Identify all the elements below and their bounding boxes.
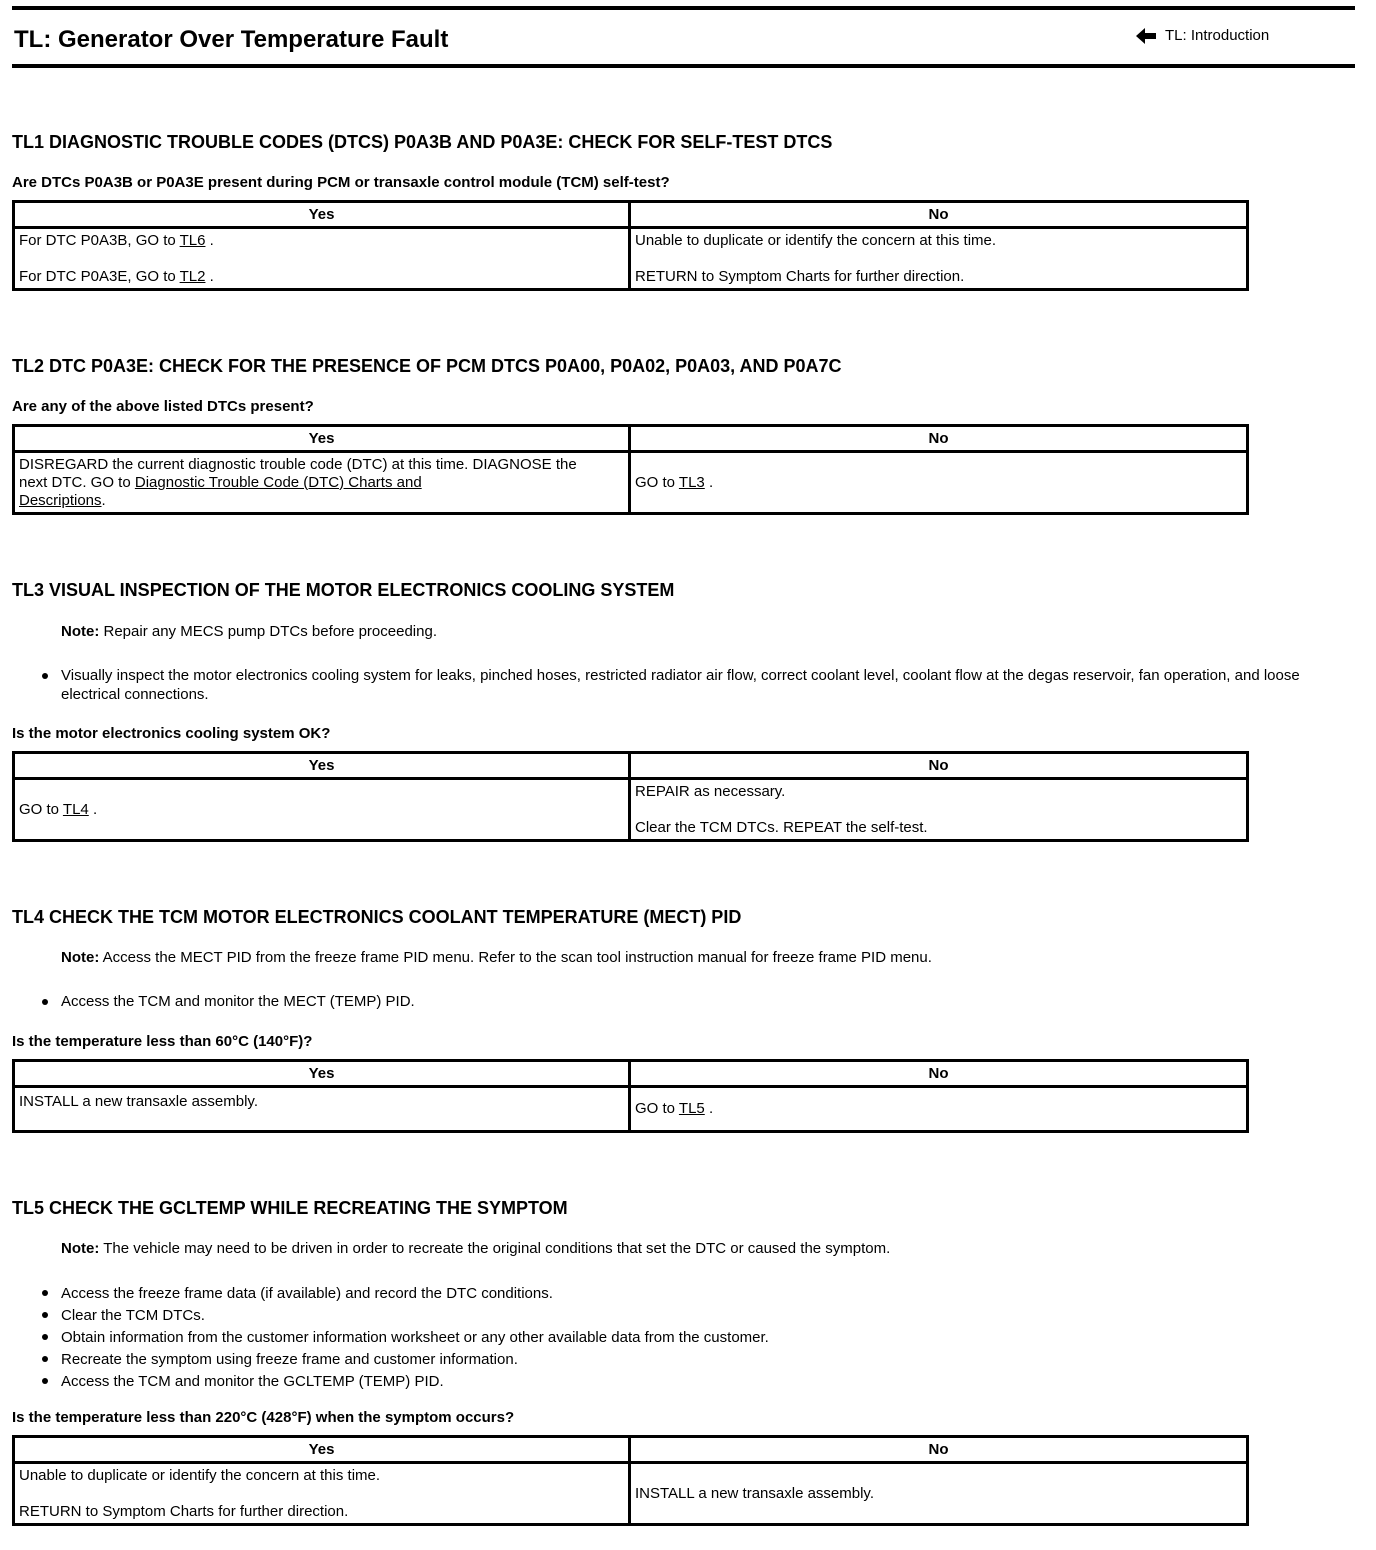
no-header: No <box>630 1061 1248 1087</box>
yes-cell <box>14 779 630 841</box>
yes-header: Yes <box>14 1437 630 1463</box>
yes-text: RETURN to Symptom Charts for further direction. <box>19 1502 349 1520</box>
note-text: Repair any MECS pump DTCs before proceeding. <box>99 623 437 640</box>
no-text: REPAIR as necessary. <box>635 782 786 800</box>
section-tl5 <box>12 1197 1357 1526</box>
yes-cell <box>14 1463 630 1525</box>
list-item: Obtain information from the customer information worksheet or any other available data from the customer. <box>12 1327 1357 1349</box>
back-link-label: TL: Introduction <box>1165 27 1270 44</box>
question: Are DTCs P0A3B or P0A3E present during PCM or transaxle control module (TCM) self-test? <box>12 174 670 191</box>
yes-text: GO to <box>19 800 63 818</box>
link-dtc-charts[interactable]: Diagnostic Trouble Code (DTC) Charts and <box>134 473 422 491</box>
no-cell <box>630 228 1248 290</box>
bullet-list <box>12 666 1357 704</box>
link-tl4[interactable]: TL4 <box>62 800 89 818</box>
section-heading: TL1 DIAGNOSTIC TROUBLE CODES (DTCS) P0A3B AND P0A3E: CHECK FOR SELF-TEST DTCS <box>12 132 833 152</box>
yes-no-table <box>12 1059 1249 1133</box>
question: Is the temperature less than 60°C (140°F)? <box>12 1033 313 1050</box>
no-text: GO to <box>635 473 679 491</box>
yes-text: next DTC. GO to <box>19 473 135 491</box>
link-tl3[interactable]: TL3 <box>678 473 705 491</box>
no-text: Unable to duplicate or identify the concern at this time. <box>635 231 997 249</box>
section-heading: TL5 CHECK THE GCLTEMP WHILE RECREATING THE SYMPTOM <box>12 1198 568 1218</box>
list-item: Access the TCM and monitor the MECT (TEMP) PID. <box>12 992 1357 1011</box>
list-item: Access the TCM and monitor the GCLTEMP (TEMP) PID. <box>12 1371 1357 1393</box>
note <box>12 949 1357 967</box>
no-text: RETURN to Symptom Charts for further direction. <box>635 267 965 285</box>
section-heading: TL2 DTC P0A3E: CHECK FOR THE PRESENCE OF PCM DTCS P0A00, P0A02, P0A03, AND P0A7C <box>12 356 842 376</box>
yes-cell <box>14 1087 630 1132</box>
yes-text: Unable to duplicate or identify the concern at this time. <box>19 1466 381 1484</box>
link-tl5[interactable]: TL5 <box>678 1100 705 1117</box>
bullet-list <box>12 1283 1357 1393</box>
list-item: Recreate the symptom using freeze frame and customer information. <box>12 1349 1357 1371</box>
yes-no-table <box>12 751 1249 842</box>
no-header: No <box>630 753 1248 779</box>
yes-header: Yes <box>14 753 630 779</box>
yes-cell <box>14 452 630 514</box>
no-cell <box>630 779 1248 841</box>
question: Is the temperature less than 220°C (428°F) when the symptom occurs? <box>12 1409 515 1426</box>
list-item: Access the freeze frame data (if available) and record the DTC conditions. <box>12 1283 1357 1305</box>
note-label: Note: <box>61 949 100 966</box>
question: Is the motor electronics cooling system OK? <box>12 725 331 742</box>
yes-no-table <box>12 424 1249 515</box>
arrow-left-icon <box>1136 28 1156 44</box>
link-tl6[interactable]: TL6 <box>179 231 206 249</box>
yes-text: INSTALL a new transaxle assembly. <box>19 1093 258 1110</box>
note <box>12 623 1357 641</box>
link-dtc-descriptions[interactable]: Descriptions <box>19 491 102 509</box>
back-link-introduction[interactable] <box>1136 27 1269 44</box>
section-tl2 <box>12 355 1357 515</box>
page-header <box>12 6 1355 68</box>
yes-no-table <box>12 200 1249 291</box>
note-text: Access the MECT PID from the freeze frame PID menu. Refer to the scan tool instruction manual for freeze frame PID menu. <box>99 949 932 966</box>
list-item: Clear the TCM DTCs. <box>12 1305 1357 1327</box>
yes-text: . <box>101 491 106 509</box>
yes-header: Yes <box>14 202 630 228</box>
no-text: Clear the TCM DTCs. REPEAT the self-test. <box>635 818 928 836</box>
no-cell <box>630 1463 1248 1525</box>
yes-text: DISREGARD the current diagnostic trouble code (DTC) at this time. DIAGNOSE the <box>19 455 577 473</box>
section-heading: TL4 CHECK THE TCM MOTOR ELECTRONICS COOLANT TEMPERATURE (MECT) PID <box>12 907 742 927</box>
link-tl2[interactable]: TL2 <box>179 267 206 285</box>
yes-text: For DTC P0A3E, GO to <box>19 267 180 285</box>
no-text: . <box>704 473 714 491</box>
note-text: The vehicle may need to be driven in order to recreate the original conditions that set the DTC or caused the symptom. <box>99 1240 891 1257</box>
no-text: GO to <box>635 1100 679 1117</box>
yes-header: Yes <box>14 426 630 452</box>
section-tl3 <box>12 579 1357 842</box>
yes-text: . <box>88 800 98 818</box>
yes-text: . <box>205 231 214 249</box>
no-header: No <box>630 426 1248 452</box>
note-label: Note: <box>61 1240 100 1257</box>
section-tl1 <box>12 131 1357 291</box>
yes-header: Yes <box>14 1061 630 1087</box>
no-text: . <box>704 1100 714 1117</box>
no-cell <box>630 1087 1248 1132</box>
no-cell <box>630 452 1248 514</box>
yes-no-table <box>12 1435 1249 1526</box>
list-item: Visually inspect the motor electronics cooling system for leaks, pinched hoses, restricted radiator air flow, correct coolant level, coolant flow at the degas reservoir, fan operation, and loose electrical connections. <box>12 666 1357 704</box>
no-header: No <box>630 202 1248 228</box>
page-title: TL: Generator Over Temperature Fault <box>14 26 449 53</box>
section-tl4 <box>12 906 1357 1133</box>
section-heading: TL3 VISUAL INSPECTION OF THE MOTOR ELECTRONICS COOLING SYSTEM <box>12 580 675 600</box>
no-header: No <box>630 1437 1248 1463</box>
note <box>12 1240 1357 1258</box>
yes-cell <box>14 228 630 290</box>
note-label: Note: <box>61 623 100 640</box>
bullet-list <box>12 992 1357 1011</box>
no-text: INSTALL a new transaxle assembly. <box>635 1484 874 1502</box>
question: Are any of the above listed DTCs present? <box>12 398 314 415</box>
yes-text: . <box>205 267 214 285</box>
yes-text: For DTC P0A3B, GO to <box>19 231 180 249</box>
